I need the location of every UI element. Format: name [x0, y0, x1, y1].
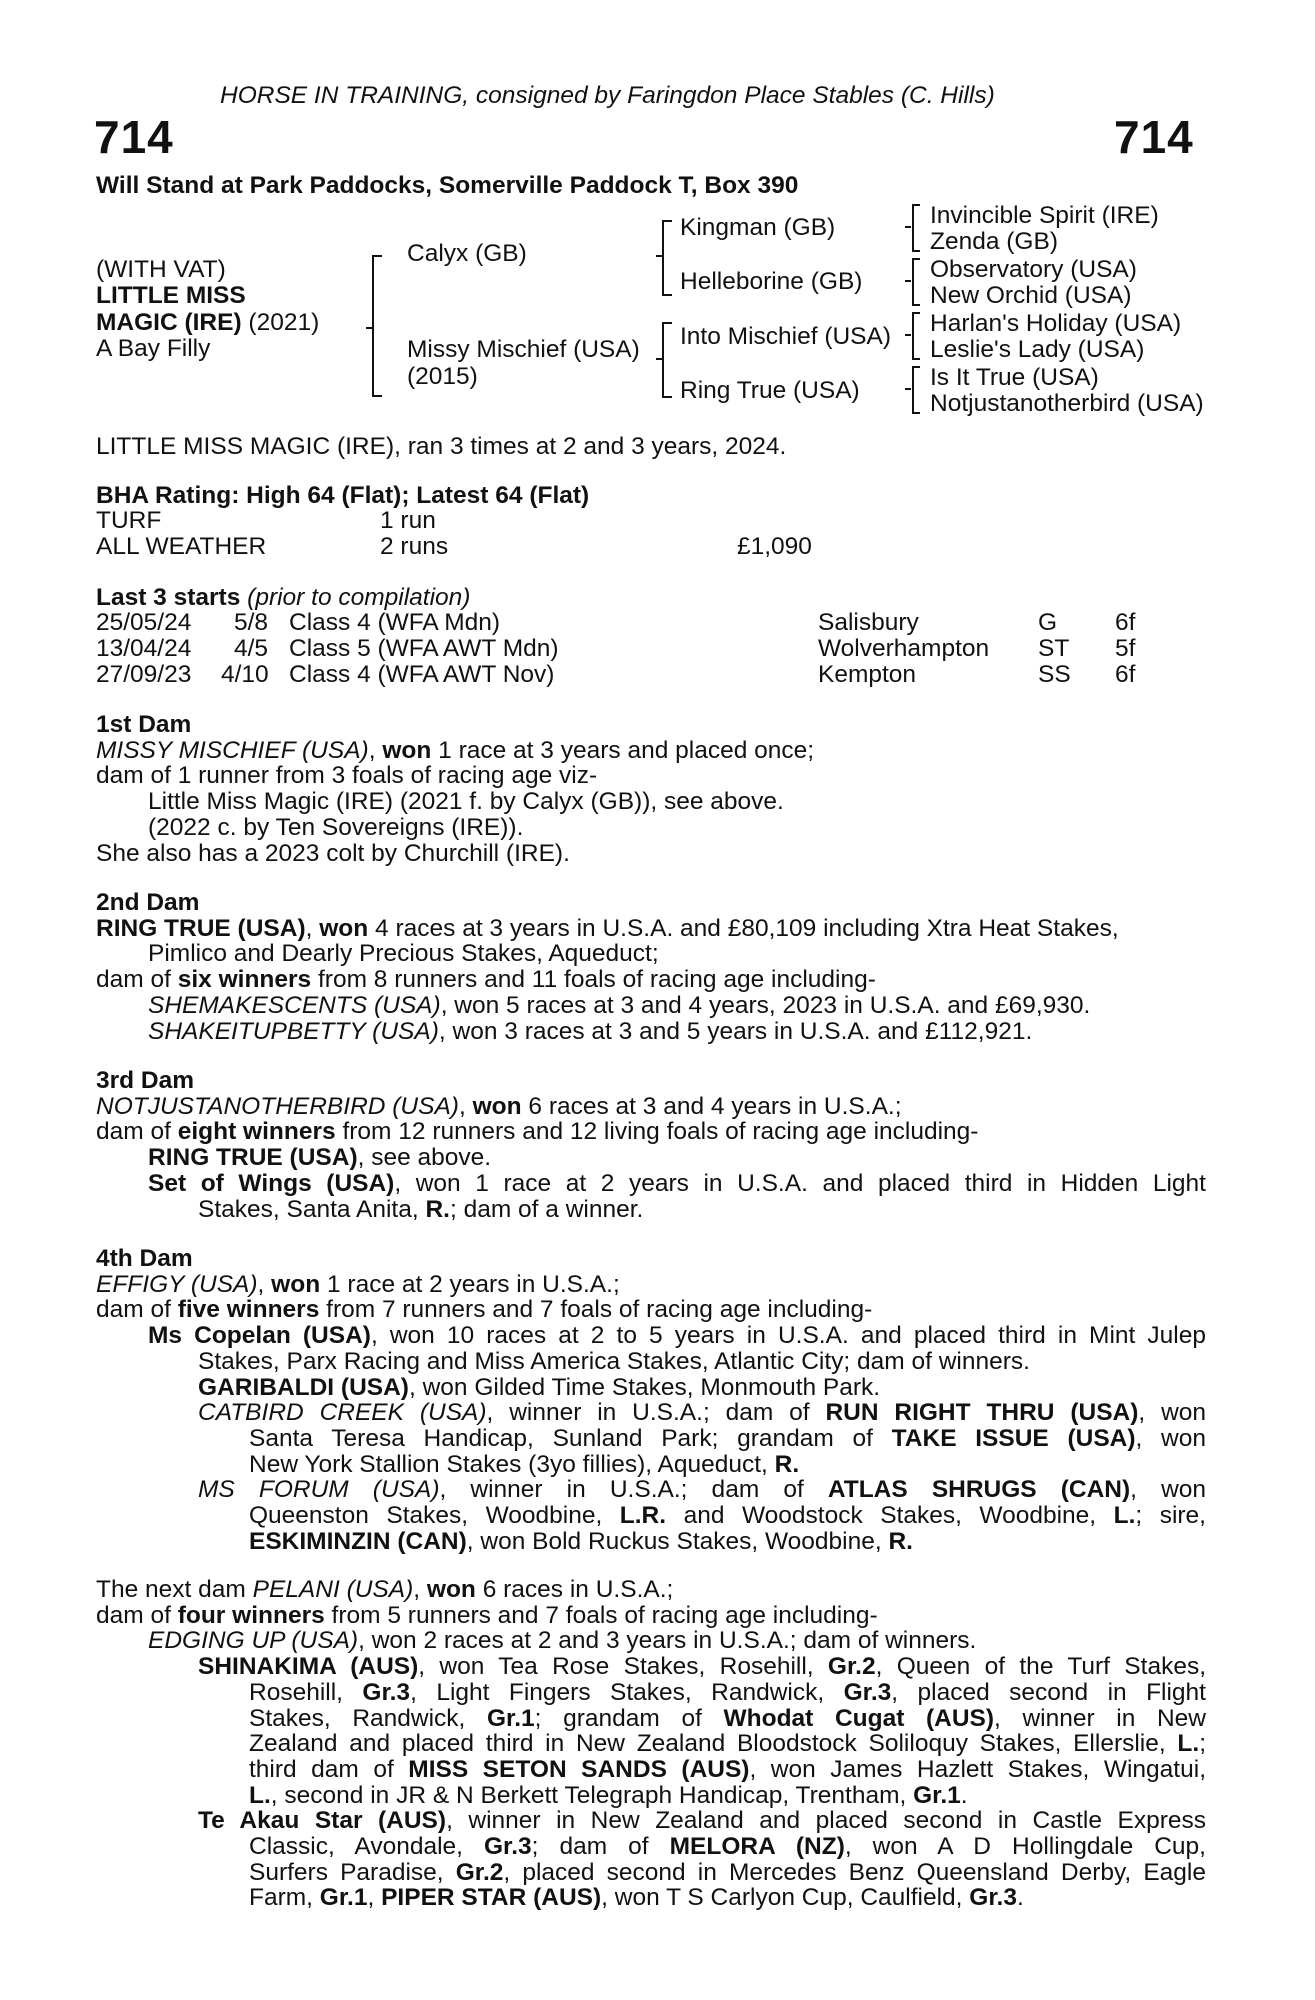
won-label: won	[271, 1270, 321, 1298]
start-position: 4/5	[234, 635, 269, 662]
pedigree-brace-g3-3-tip	[905, 334, 911, 336]
start-going: ST	[1038, 635, 1070, 662]
winners-count: eight winners	[177, 1118, 336, 1146]
pedigree-brace-main	[372, 255, 382, 397]
start-going: G	[1038, 609, 1058, 636]
text-span: dam of	[96, 1601, 178, 1629]
text-line	[96, 1757, 1206, 1783]
text-span: , winner in U.S.A.; dam of	[439, 1476, 828, 1504]
text-span: , won Gilded Time Stakes, Monmouth Park.	[408, 1373, 881, 1401]
start-course: Wolverhampton	[818, 635, 990, 662]
text-span: .	[960, 1781, 968, 1809]
won-label: won	[319, 914, 369, 942]
pedigree-brace-sire-tip	[656, 255, 662, 257]
race-grade: R.	[425, 1195, 450, 1223]
text-span: third dam of	[249, 1755, 409, 1783]
rating-surface-turf: TURF	[96, 507, 162, 534]
text-line	[96, 993, 1206, 1019]
pedigree-gen3-2: Zenda (GB)	[930, 228, 1058, 255]
text-span: ;	[1199, 1730, 1206, 1758]
text-line	[96, 1323, 1206, 1349]
text-span: , placed second in Flight	[891, 1678, 1206, 1706]
pedigree-dam-dam: Ring True (USA)	[680, 377, 860, 404]
text-line	[96, 1119, 1206, 1145]
horse-name: MS FORUM (USA)	[198, 1476, 440, 1504]
pedigree-sire: Calyx (GB)	[407, 240, 527, 267]
text-line	[96, 1197, 1206, 1223]
text-span: , won 2 races at 2 and 3 years in U.S.A.; dam of winners.	[358, 1627, 977, 1655]
start-date: 27/09/23	[96, 661, 192, 688]
text-span: , winner in U.S.A.; dam of	[486, 1399, 826, 1427]
text-line: Little Miss Magic (IRE) (2021 f. by Calyx (GB)), see above.	[148, 788, 784, 816]
text-span: Santa Teresa Handicap, Sunland Park; grandam of	[249, 1424, 892, 1452]
race-grade: Gr.2	[827, 1653, 876, 1681]
text-span: , won James Hazlett Stakes, Wingatui,	[749, 1755, 1206, 1783]
lot-number-right: 714	[1114, 111, 1194, 163]
text-span: Queenston Stakes, Woodbine,	[249, 1502, 620, 1530]
second-dam-heading: 2nd Dam	[96, 889, 200, 916]
race-grade: Gr.3	[483, 1833, 532, 1861]
start-race: Class 4 (WFA Mdn)	[289, 609, 501, 636]
pedigree-brace-main-tip	[366, 327, 372, 329]
text-span: ,	[257, 1270, 272, 1298]
text-line	[96, 1885, 1206, 1911]
text-line	[96, 1706, 1206, 1732]
text-span: , won Bold Ruckus Stakes, Woodbine,	[466, 1527, 889, 1555]
text-span: , won T S Carlyon Cup, Caulfield,	[601, 1884, 970, 1912]
text-line	[96, 1529, 1206, 1555]
horse-name-line2-text: MAGIC (IRE)	[96, 309, 242, 336]
text-line	[96, 1860, 1206, 1886]
text-span: .	[1016, 1884, 1024, 1912]
text-line	[96, 1680, 1206, 1706]
text-line	[96, 1834, 1206, 1860]
text-line	[96, 1503, 1206, 1529]
text-span: from 7 runners and 7 foals of racing age including-	[319, 1296, 873, 1324]
text-span: from 5 runners and 7 foals of racing age including-	[324, 1601, 878, 1629]
start-position: 4/10	[221, 661, 269, 688]
text-span: , won	[1138, 1399, 1207, 1427]
text-line	[96, 1628, 1206, 1654]
race-grade: L.	[1113, 1502, 1136, 1530]
text-line	[96, 1145, 1206, 1171]
pedigree-sire-sire: Kingman (GB)	[680, 214, 836, 241]
race-grade: Gr.1	[486, 1704, 535, 1732]
third-dam-heading: 3rd Dam	[96, 1067, 195, 1094]
horse-name: MELORA (NZ)	[669, 1833, 845, 1861]
horse-name: MISS SETON SANDS (AUS)	[408, 1755, 750, 1783]
text-span: ,	[367, 1884, 382, 1912]
next-dam-section	[96, 1577, 1206, 1911]
dam-name: PELANI (USA)	[252, 1576, 414, 1603]
start-course: Salisbury	[818, 609, 919, 636]
race-grade: Gr.2	[455, 1858, 504, 1886]
rating-runs-turf: 1 run	[380, 507, 436, 534]
vat-note: (WITH VAT)	[96, 256, 226, 283]
text-span: dam of	[96, 966, 178, 994]
consignment-line: HORSE IN TRAINING, consigned by Faringdon Place Stables (C. Hills)	[220, 82, 995, 109]
text-span: , won 5 races at 3 and 4 years, 2023 in U.S.A. and £69,930.	[440, 991, 1091, 1019]
text-line	[96, 1808, 1206, 1834]
text-span: and Woodstock Stakes, Woodbine,	[666, 1502, 1114, 1530]
text-line	[96, 1019, 1206, 1045]
text-span: 4 races at 3 years in U.S.A. and £80,109 including Xtra Heat Stakes,	[368, 914, 1119, 942]
text-span: , won 3 races at 3 and 5 years in U.S.A. and £112,921.	[438, 1017, 1033, 1045]
start-distance: 6f	[1115, 609, 1136, 636]
text-span: ,	[368, 736, 383, 764]
winners-count: six winners	[177, 966, 312, 994]
rating-surface-aw: ALL WEATHER	[96, 533, 267, 560]
text-span: , see above.	[357, 1144, 492, 1172]
pedigree-brace-dam	[662, 322, 672, 398]
text-span: ; grandam of	[534, 1704, 724, 1732]
text-span: Surfers Paradise,	[249, 1858, 456, 1886]
text-line	[96, 1477, 1206, 1503]
text-line	[96, 1654, 1206, 1680]
text-span: The next dam	[96, 1576, 253, 1603]
race-grade: R.	[774, 1450, 800, 1478]
fourth-dam-section	[96, 1246, 1206, 1554]
text-span: , winner in New Zealand and placed second in Castle Express	[446, 1807, 1206, 1835]
start-date: 13/04/24	[96, 635, 192, 662]
start-position: 5/8	[234, 609, 269, 636]
last-starts-note: (prior to compilation)	[240, 584, 471, 611]
race-grade: Gr.3	[362, 1678, 411, 1706]
race-grade: L.	[1177, 1730, 1200, 1758]
last-starts-heading: Last 3 starts	[96, 584, 241, 611]
start-distance: 5f	[1115, 635, 1136, 662]
horse-name: Whodat Cugat (AUS)	[723, 1704, 995, 1732]
horse-name: ESKIMINZIN (CAN)	[249, 1527, 467, 1555]
start-race: Class 5 (WFA AWT Mdn)	[289, 635, 559, 662]
text-line	[96, 1375, 1206, 1401]
pedigree-dam: Missy Mischief (USA)	[407, 336, 640, 363]
text-line	[96, 1577, 1206, 1603]
dam-name: NOTJUSTANOTHERBIRD (USA)	[96, 1092, 459, 1120]
text-span: from 8 runners and 11 foals of racing age including-	[311, 966, 876, 994]
text-line: (2022 c. by Ten Sovereigns (IRE)).	[148, 813, 524, 841]
race-grade: L.R.	[619, 1502, 667, 1530]
first-dam-heading: 1st Dam	[96, 711, 192, 738]
horse-name: SHAKEITUPBETTY (USA)	[148, 1017, 439, 1045]
pedigree-gen3-1: Invincible Spirit (IRE)	[930, 202, 1159, 229]
horse-description: A Bay Filly	[96, 335, 211, 362]
text-span: Classic, Avondale,	[249, 1833, 484, 1861]
horse-name: ATLAS SHRUGS (CAN)	[827, 1476, 1131, 1504]
pedigree-brace-g3-2	[912, 258, 920, 306]
text-line	[96, 738, 1206, 764]
text-line	[96, 1400, 1206, 1426]
text-span: , won A D Hollingdale Cup,	[844, 1833, 1206, 1861]
text-span: Zealand and placed third in New Zealand Bloodstock Soliloquy Stakes, Ellerslie,	[249, 1730, 1178, 1758]
text-line: Pimlico and Dearly Precious Stakes, Aqueduct;	[148, 940, 659, 968]
horse-name: CATBIRD CREEK (USA)	[198, 1399, 487, 1427]
bha-rating-heading: BHA Rating: High 64 (Flat); Latest 64 (Flat)	[96, 482, 590, 509]
rating-earnings-aw: £1,090	[737, 533, 812, 560]
text-span: ; sire,	[1135, 1502, 1206, 1530]
text-span: 6 races in U.S.A.;	[475, 1576, 674, 1603]
text-span: 1 race at 3 years and placed once;	[431, 736, 815, 764]
pedigree-gen3-3: Observatory (USA)	[930, 256, 1137, 283]
text-span: New York Stallion Stakes (3yo fillies), Aqueduct,	[249, 1450, 775, 1478]
lot-number-left: 714	[94, 111, 174, 163]
second-dam-section	[96, 890, 1206, 1044]
text-span: ; dam of a winner.	[449, 1195, 644, 1223]
pedigree-brace-g3-1	[912, 204, 920, 252]
race-grade: Gr.1	[319, 1884, 368, 1912]
pedigree-dam-sire: Into Mischief (USA)	[680, 323, 892, 350]
race-summary: LITTLE MISS MAGIC (IRE), ran 3 times at 2 and 3 years, 2024.	[96, 433, 787, 460]
won-label: won	[426, 1576, 476, 1603]
text-line	[96, 1272, 1206, 1298]
pedigree-brace-g3-1-tip	[905, 226, 911, 228]
horse-name: RUN RIGHT THRU (USA)	[825, 1399, 1139, 1427]
text-span: ,	[458, 1092, 473, 1120]
stand-location: Will Stand at Park Paddocks, Somerville Paddock T, Box 390	[96, 172, 799, 199]
text-line	[96, 1603, 1206, 1629]
text-line	[96, 1171, 1206, 1197]
horse-name: SHINAKIMA (AUS)	[198, 1653, 419, 1681]
race-grade: Gr.3	[843, 1678, 892, 1706]
text-span: ,	[305, 914, 320, 942]
text-span: dam of	[96, 1296, 178, 1324]
pedigree-dam-year: (2015)	[407, 363, 478, 390]
pedigree-brace-sire	[662, 220, 672, 296]
text-span: Farm,	[249, 1884, 320, 1912]
horse-name: EDGING UP (USA)	[148, 1627, 359, 1655]
pedigree-brace-g3-2-tip	[905, 280, 911, 282]
horse-name: SHEMAKESCENTS (USA)	[148, 991, 441, 1019]
race-grade: R.	[888, 1527, 913, 1555]
horse-year: (2021)	[241, 309, 320, 336]
text-span: , Queen of the Turf Stakes,	[875, 1653, 1206, 1681]
horse-name: TAKE ISSUE (USA)	[891, 1424, 1136, 1452]
horse-name: Ms Copelan (USA)	[148, 1322, 371, 1350]
pedigree-gen3-7: Is It True (USA)	[930, 364, 1099, 391]
pedigree-gen3-4: New Orchid (USA)	[930, 282, 1132, 309]
start-race: Class 4 (WFA AWT Nov)	[289, 661, 555, 688]
pedigree-brace-dam-tip	[656, 358, 662, 360]
race-grade: Gr.1	[913, 1781, 961, 1809]
text-line: She also has a 2023 colt by Churchill (IRE).	[96, 839, 570, 867]
text-span: , won 1 race at 2 years in U.S.A. and placed third in Hidden Light	[394, 1169, 1206, 1197]
rating-runs-aw: 2 runs	[380, 533, 449, 560]
text-span: from 12 runners and 12 living foals of racing age including-	[335, 1118, 979, 1146]
text-span: , placed second in Mercedes Benz Queensland Derby, Eagle	[503, 1858, 1206, 1886]
text-line	[96, 1783, 1206, 1809]
pedigree-brace-g3-4-tip	[905, 388, 911, 390]
winners-count: four winners	[177, 1601, 325, 1629]
horse-name: Set of Wings (USA)	[148, 1169, 395, 1197]
text-span: ,	[413, 1576, 427, 1603]
dam-name: EFFIGY (USA)	[96, 1270, 258, 1298]
text-line	[96, 1297, 1206, 1323]
text-line	[96, 1452, 1206, 1478]
text-span: , won 10 races at 2 to 5 years in U.S.A. and placed third in Mint Julep	[370, 1322, 1207, 1350]
horse-name: GARIBALDI (USA)	[198, 1373, 409, 1401]
pedigree-gen3-5: Harlan's Holiday (USA)	[930, 310, 1182, 337]
text-line	[96, 1426, 1206, 1452]
text-span: 6 races at 3 and 4 years in U.S.A.;	[521, 1092, 902, 1120]
text-span: , won	[1130, 1476, 1207, 1504]
won-label: won	[472, 1092, 522, 1120]
winners-count: five winners	[177, 1296, 320, 1324]
pedigree-brace-g3-3	[912, 312, 920, 360]
text-span: , second in JR & N Berkett Telegraph Handicap, Trentham,	[270, 1781, 914, 1809]
text-span: Stakes, Randwick,	[249, 1704, 487, 1732]
text-line: Stakes, Parx Racing and Miss America Stakes, Atlantic City; dam of winners.	[198, 1347, 1030, 1375]
text-line	[96, 967, 1206, 993]
text-span: 1 race at 2 years in U.S.A.;	[320, 1270, 620, 1298]
start-course: Kempton	[818, 661, 917, 688]
dam-name: RING TRUE (USA)	[96, 914, 306, 942]
horse-name: RING TRUE (USA)	[148, 1144, 358, 1172]
text-span: , Light Fingers Stakes, Randwick,	[410, 1678, 844, 1706]
start-distance: 6f	[1115, 661, 1136, 688]
text-line	[96, 916, 1206, 942]
text-line: dam of 1 runner from 3 foals of racing age viz-	[96, 762, 598, 790]
text-span: , winner in New	[994, 1704, 1207, 1732]
start-date: 25/05/24	[96, 609, 192, 636]
fourth-dam-heading: 4th Dam	[96, 1245, 193, 1272]
text-line	[96, 1094, 1206, 1120]
text-span: ; dam of	[531, 1833, 670, 1861]
start-going: SS	[1038, 661, 1071, 688]
text-line	[96, 1731, 1206, 1757]
horse-name: PIPER STAR (AUS)	[381, 1884, 602, 1912]
pedigree-brace-g3-4	[912, 366, 920, 414]
first-dam-section	[96, 712, 1206, 866]
pedigree-gen3-6: Leslie's Lady (USA)	[930, 336, 1145, 363]
horse-name-line2	[96, 310, 319, 336]
text-span: dam of	[96, 1118, 178, 1146]
dam-name: MISSY MISCHIEF (USA)	[96, 736, 369, 764]
horse-name: Te Akau Star (AUS)	[198, 1807, 447, 1835]
text-span: , won Tea Rose Stakes, Rosehill,	[418, 1653, 828, 1681]
last-starts-heading-line	[96, 585, 470, 611]
text-span: Stakes, Santa Anita,	[198, 1195, 426, 1223]
pedigree-gen3-8: Notjustanotherbird (USA)	[930, 390, 1204, 417]
text-span: Rosehill,	[249, 1678, 363, 1706]
text-span: , won	[1135, 1424, 1206, 1452]
race-grade: L.	[249, 1781, 271, 1809]
third-dam-section	[96, 1068, 1206, 1222]
won-label: won	[382, 736, 432, 764]
pedigree-sire-dam: Helleborine (GB)	[680, 268, 863, 295]
horse-name-line1: LITTLE MISS	[96, 282, 246, 309]
race-grade: Gr.3	[969, 1884, 1017, 1912]
